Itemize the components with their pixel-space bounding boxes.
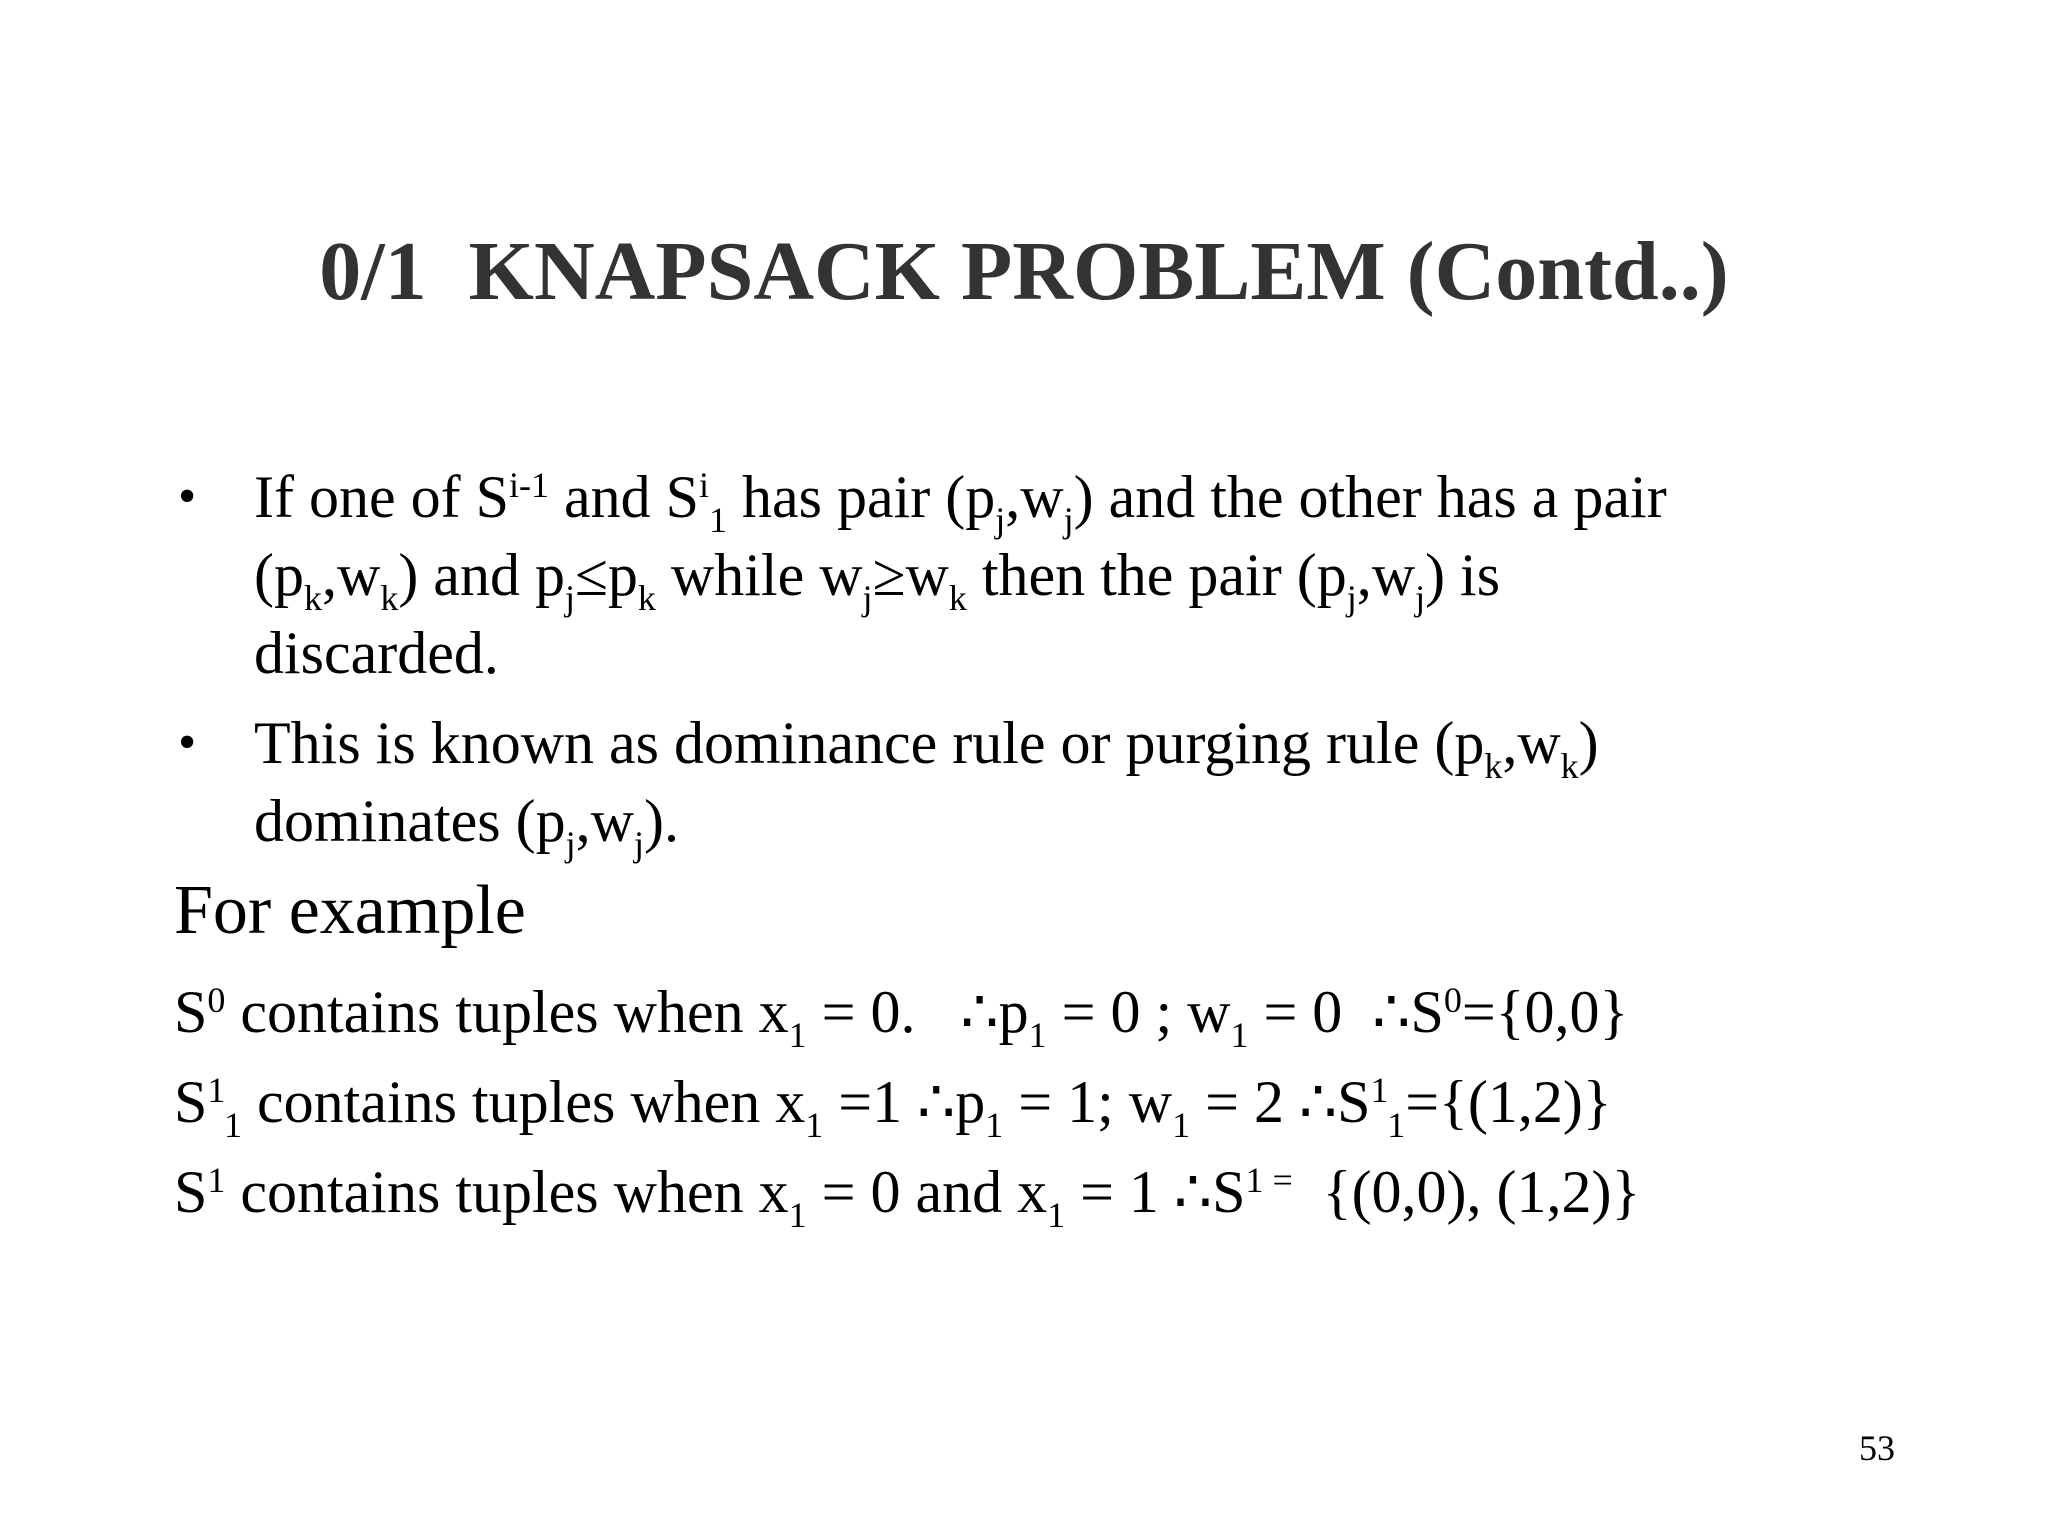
subscript: 1 — [1230, 1015, 1249, 1056]
superscript: 1 — [1370, 1070, 1388, 1111]
text-fragment: ≥w — [872, 542, 949, 608]
text-fragment: ={(1,2)} — [1405, 1069, 1612, 1135]
text-fragment: S — [174, 979, 208, 1045]
text-line — [254, 536, 1918, 619]
text-fragment: ,w — [1005, 464, 1064, 530]
subscript: j — [633, 824, 644, 865]
text-fragment: has pair (p — [726, 464, 996, 530]
bullet-marker: • — [178, 714, 197, 771]
bullet-list — [178, 458, 1918, 872]
subscript: k — [380, 578, 399, 619]
text-fragment: and S — [548, 464, 699, 530]
superscript: 0 — [207, 980, 226, 1021]
text-fragment: contains tuples when x — [242, 1069, 806, 1135]
text-line — [254, 782, 1918, 865]
text-fragment: = 1 ∴S — [1065, 1159, 1246, 1225]
text-fragment: contains tuples when x — [225, 1159, 789, 1225]
text-fragment: ,w — [1356, 542, 1416, 608]
subscript: 1 — [224, 1105, 243, 1146]
text-fragment: ) — [1578, 710, 1599, 776]
text-fragment: ,w — [321, 542, 381, 608]
text-fragment: ≤p — [574, 542, 638, 608]
subscript: j — [565, 824, 576, 865]
superscript: i-1 — [508, 465, 549, 506]
text-fragment: dominates (p — [254, 788, 566, 854]
bullet-item-dominance-rule — [178, 704, 1918, 865]
bullet-marker: • — [178, 468, 197, 525]
example-line-s0 — [174, 972, 1629, 1056]
text-fragment: This is known as dominance rule or purging rule (p — [254, 710, 1485, 776]
superscript: 1 — [207, 1070, 225, 1111]
text-fragment: = 2 ∴S — [1190, 1069, 1371, 1135]
superscript: i — [698, 465, 709, 506]
subscript: 1 — [1028, 1015, 1047, 1056]
text-fragment: ,w — [1502, 710, 1561, 776]
subscript: 1 — [788, 1015, 807, 1056]
bullet-item-dominance-condition — [178, 458, 1918, 692]
text-fragment: ) and p — [398, 542, 565, 608]
subscript: k — [1484, 746, 1503, 787]
subscript: 1 — [788, 1195, 807, 1236]
subscript: j — [995, 500, 1006, 541]
superscript: 1 = — [1245, 1160, 1293, 1201]
subscript: 1 — [1172, 1105, 1191, 1146]
text-fragment: S — [174, 1069, 208, 1135]
text-fragment: then the pair (p — [966, 542, 1347, 608]
subscript: k — [303, 578, 322, 619]
for-example-heading: For example — [174, 872, 526, 949]
text-line — [254, 614, 1918, 692]
subscript: 1 — [1047, 1195, 1066, 1236]
text-fragment: =1 ∴p — [823, 1069, 986, 1135]
superscript: 1 — [207, 1160, 226, 1201]
subscript: 1 — [1387, 1105, 1406, 1146]
text-fragment: while w — [655, 542, 863, 608]
text-fragment: If one of S — [254, 464, 509, 530]
text-line — [254, 704, 1918, 787]
text-fragment: (p — [254, 542, 304, 608]
subscript: k — [637, 578, 656, 619]
text-fragment: discarded. — [254, 620, 499, 686]
text-fragment: = 0 and x — [806, 1159, 1048, 1225]
example-line-s1 — [174, 1152, 1641, 1236]
slide-title: 0/1 KNAPSACK PROBLEM (Contd..) — [319, 225, 1729, 318]
subscript: j — [1063, 500, 1074, 541]
subscript: k — [1560, 746, 1579, 787]
text-fragment: ). — [643, 788, 679, 854]
superscript: 0 — [1443, 980, 1462, 1021]
text-fragment: = 1; w — [1003, 1069, 1173, 1135]
text-fragment: {(0,0), (1,2)} — [1292, 1159, 1641, 1225]
text-line — [254, 458, 1918, 541]
page-number: 53 — [1859, 1428, 1895, 1468]
text-fragment: ) is — [1425, 542, 1501, 608]
text-fragment: ={0,0} — [1461, 979, 1629, 1045]
text-fragment: ,w — [575, 788, 634, 854]
text-fragment: contains tuples when x — [225, 979, 789, 1045]
subscript: j — [1346, 578, 1357, 619]
text-fragment: = 0 ; w — [1046, 979, 1231, 1045]
text-fragment: S — [174, 1159, 208, 1225]
subscript: k — [948, 578, 967, 619]
example-line-s1-1 — [174, 1062, 1612, 1146]
subscript: j — [564, 578, 575, 619]
text-fragment: = 0. ∴p — [806, 979, 1029, 1045]
subscript: j — [862, 578, 873, 619]
text-fragment: ) and the other has a pair — [1073, 464, 1667, 530]
subscript: 1 — [805, 1105, 824, 1146]
text-fragment: = 0 ∴S — [1248, 979, 1444, 1045]
subscript: 1 — [985, 1105, 1004, 1146]
subscript: j — [1415, 578, 1426, 619]
subscript: 1 — [708, 500, 727, 541]
